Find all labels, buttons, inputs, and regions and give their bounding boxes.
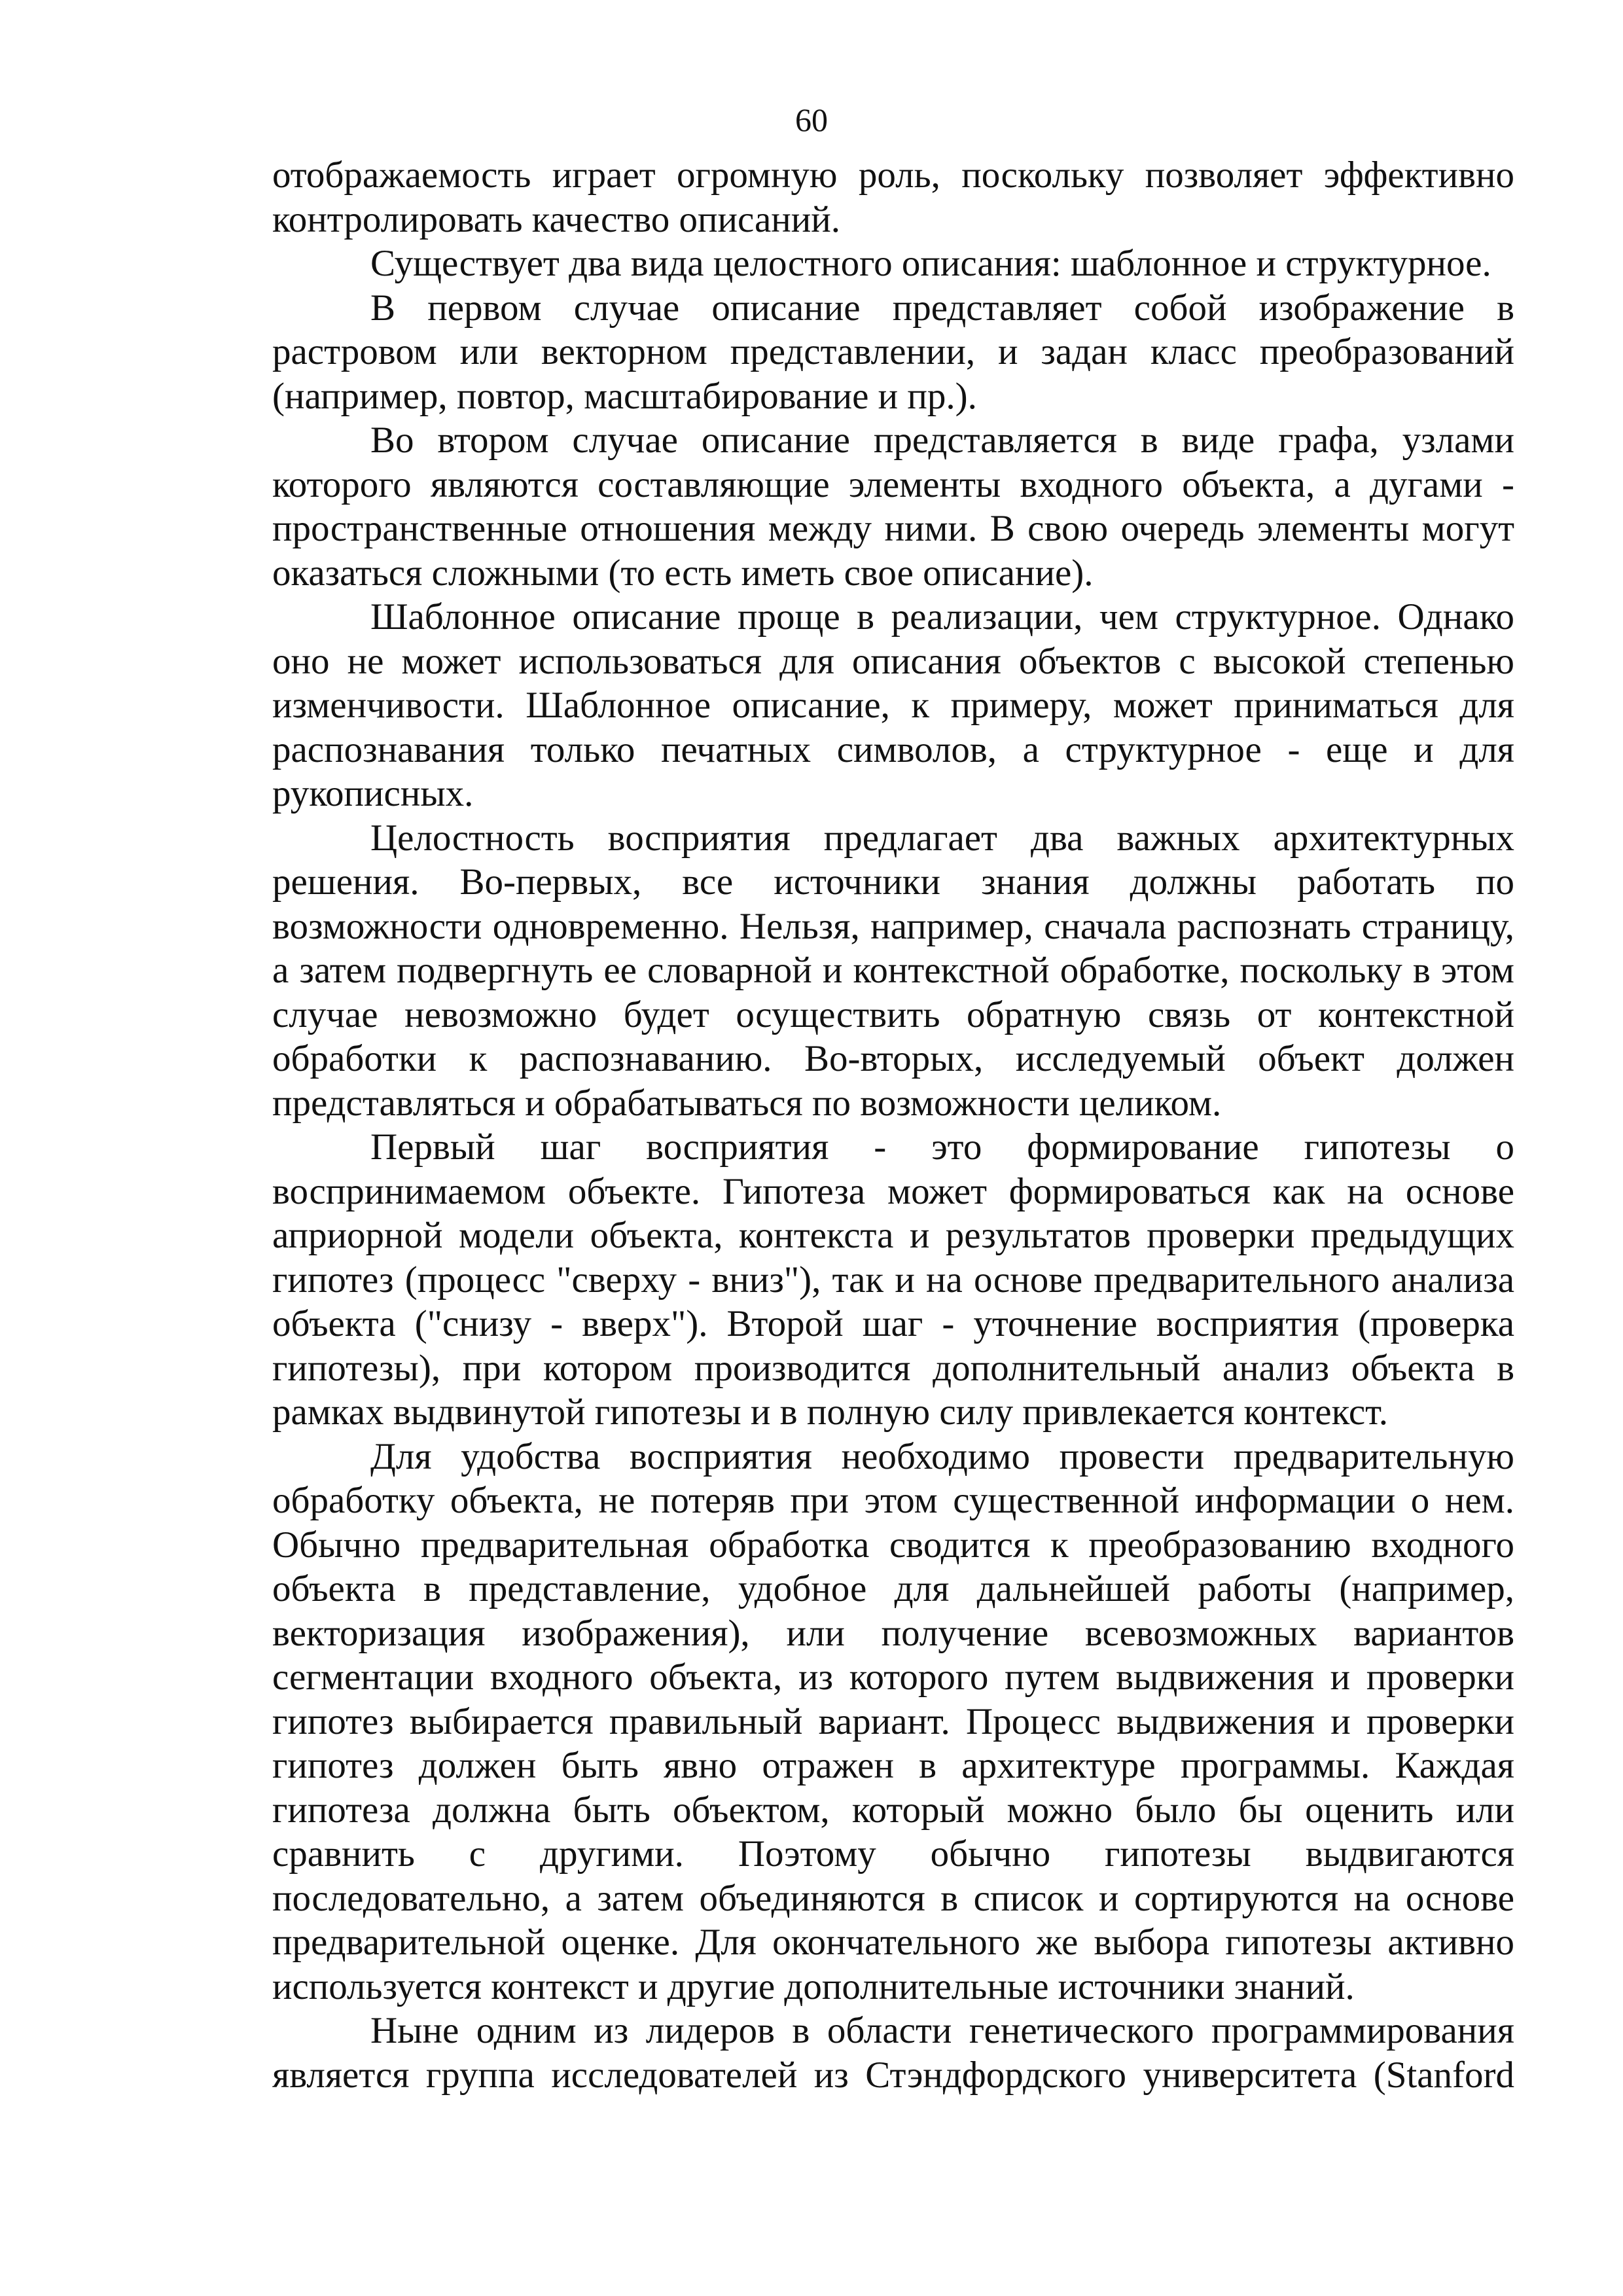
page-number: 60: [795, 101, 828, 138]
paragraph-7: Первый шаг восприятия - это формирование гипотезы о воспринимаемом объекте. Гипотеза может формироваться как на основе априорной модели объекта, контекста и результатов проверки предыдущих гипотез (процесс "сверху - вниз"), так и на основе предварительного анализа объекта ("снизу - вверх"). Второй шаг - уточнение восприятия (проверка гипотезы), при котором производится дополнительный анализ объекта в рамках выдвинутой гипотезы и в полную силу привлекается контекст.: [272, 1126, 1514, 1433]
paragraph-2: Существует два вида целостного описания: шаблонное и структурное.: [370, 243, 1491, 284]
paragraph-1: отображаемость играет огромную роль, поскольку позволяет эффективно контролировать качество описаний.: [272, 154, 1514, 240]
paragraph-3: В первом случае описание представляет собой изображение в растровом или векторном представлении, и задан класс преобразований (например, повтор, масштабирование и пр.).: [272, 287, 1514, 417]
paragraph-6: Целостность восприятия предлагает два важных архитектурных решения. Во-первых, все источники знания должны работать по возможности одновременно. Нельзя, например, сначала распознать страницу, а затем подвергнуть ее словарной и контекстной обработке, поскольку в этом случае невозможно будет осуществить обратную связь от контекстной обработки к распознаванию. Во-вторых, исследуемый объект должен представляться и обрабатываться по возможности целиком.: [272, 817, 1514, 1124]
paragraph-5: Шаблонное описание проще в реализации, чем структурное. Однако оно не может использоваться для описания объектов с высокой степенью изменчивости. Шаблонное описание, к примеру, может приниматься для распознавания только печатных символов, а структурное - еще и для рукописных.: [272, 596, 1514, 814]
body-text: [272, 153, 1514, 2097]
paragraph-4: Во втором случае описание представляется в виде графа, узлами которого являются составляющие элементы входного объекта, а дугами - пространственные отношения между ними. В свою очередь элементы могут оказаться сложными (то есть иметь свое описание).: [272, 420, 1514, 594]
paragraph-9: Ныне одним из лидеров в области генетического программирования является группа исследователей из Стэндфордского университета (Stanford: [272, 2010, 1514, 2096]
paragraph-8: Для удобства восприятия необходимо провести предварительную обработку объекта, не потеряв при этом существенной информации о нем. Обычно предварительная обработка сводится к преобразованию входного объекта в представление, удобное для дальнейшей работы (например, векторизация изображения), или получение всевозможных вариантов сегментации входного объекта, из которого путем выдвижения и проверки гипотез выбирается правильный вариант. Процесс выдвижения и проверки гипотез должен быть явно отражен в архитектуре программы. Каждая гипотеза должна быть объектом, который можно было бы оценить или сравнить с другими. Поэтому обычно гипотезы выдвигаются последовательно, а затем объединяются в список и сортируются на основе предварительной оценке. Для окончательного же выбора гипотезы активно используется контекст и другие дополнительные источники знаний.: [272, 1435, 1514, 2007]
